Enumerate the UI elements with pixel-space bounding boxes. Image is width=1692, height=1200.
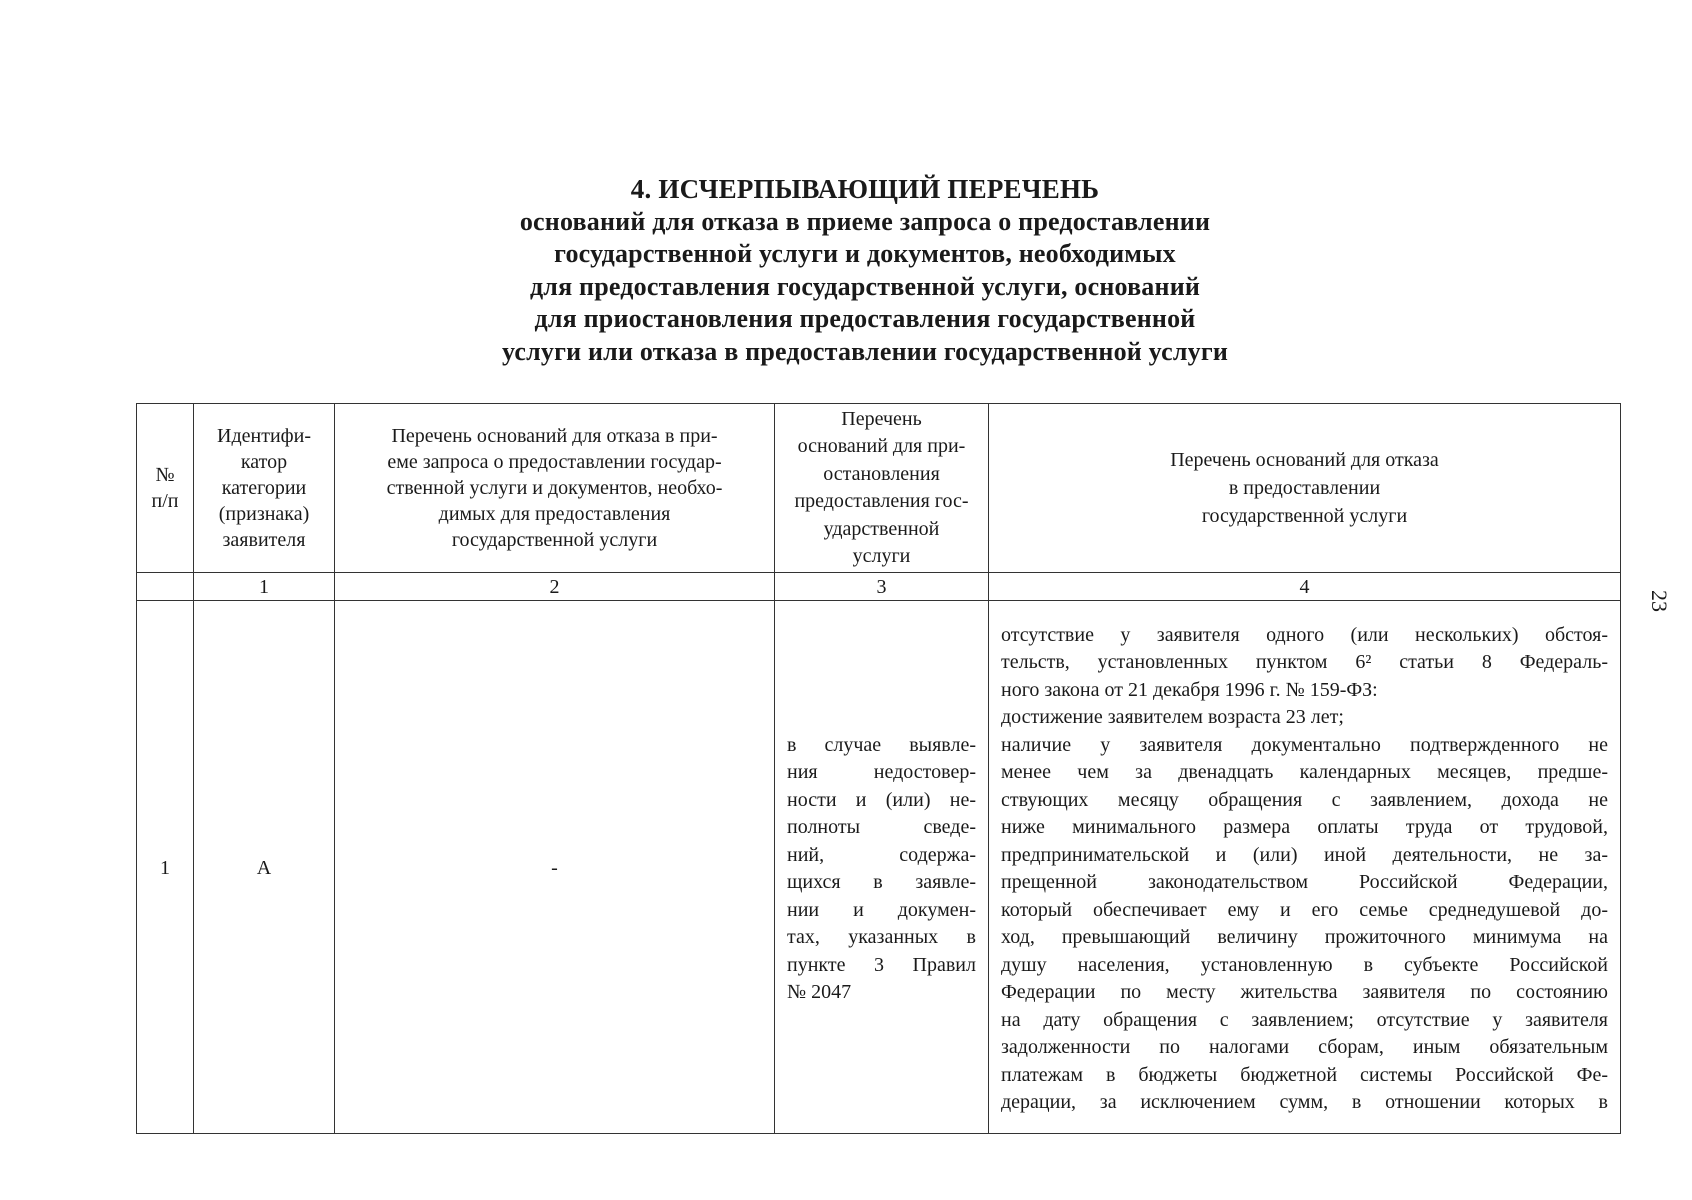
header-suspension-line: оснований для при- [797,435,966,457]
header-refusal-line: в предоставлении [1228,477,1381,499]
suspension-line: ности и (или) не- [787,788,976,811]
suspension-line: ния недостовер- [787,761,976,783]
header-refusal [989,404,1621,573]
refusal-line: на дату обращения с заявлением; отсутствие у заявителя [1001,1008,1608,1031]
refusal-line: достижение заявителем возраста 23 лет; [1001,706,1344,728]
column-number: 2 [335,573,775,601]
refusal-line: ного закона от 21 декабря 1996 г. № 159-ФЗ: [1001,678,1378,701]
header-suspension-line: услуги [852,545,911,567]
row-number: 1 [137,601,194,1134]
suspension-line: нии и докумен- [787,898,976,921]
row-refusal-accept: - [335,601,775,1134]
suspension-line: полноты сведе- [787,816,976,838]
grounds-table [136,403,1621,1134]
refusal-line: ствующих месяцу обращения с заявлением, дохода не [1001,788,1608,811]
section-subtitle-line-4: для приостановления предоставления государственной [534,304,1196,333]
refusal-line: душу населения, установленную в субъекте Российской [1001,953,1608,976]
row-suspension [775,601,989,1134]
header-refusal-accept-line: еме запроса о предоставлении государ- [387,451,722,473]
page-number: 23 [1647,590,1672,612]
refusal-line: отсутствие у заявителя одного (или нескольких) обстоя- [1001,623,1608,646]
header-suspension-line: остановления [823,462,940,485]
refusal-line: менее чем за двенадцать календарных месяцев, предше- [1001,761,1608,783]
suspension-line: тах, указанных в [787,926,976,948]
section-subtitle-line-3: для предоставления государственной услуги, оснований [529,271,1201,301]
header-identifier-line: Идентифи- [217,425,311,447]
refusal-line: Федерации по месту жительства заявителя по состоянию [1001,981,1608,1003]
header-identifier [194,404,335,573]
refusal-line: наличие у заявителя документально подтвержденного не [1001,733,1608,756]
section-heading [0,173,1692,368]
suspension-line: в случае выявле- [787,733,976,756]
row-refusal [989,601,1621,1134]
header-identifier-line: (признака) [218,503,310,525]
header-refusal-accept [335,404,775,573]
header-refusal-accept-line: димых для предоставления [438,503,671,525]
refusal-line: ход, превышающий величину прожиточного минимума на [1001,926,1608,948]
row-identifier: А [194,601,335,1134]
section-subtitle-line-5: услуги или отказа в предоставлении государственной услуги [501,336,1229,366]
column-number: 4 [989,573,1621,601]
table-row [137,601,1621,1134]
refusal-line: который обеспечивает ему и его семье среднедушевой до- [1001,898,1608,921]
refusal-line: дерации, за исключением сумм, в отношении которых в [1001,1091,1608,1113]
header-suspension [775,404,989,573]
header-refusal-accept-line: Перечень оснований для отказа в при- [391,425,718,447]
header-identifier-line: категории [221,477,307,499]
header-number-line: № [155,464,175,486]
section-title: 4. ИСЧЕРПЫВАЮЩИЙ ПЕРЕЧЕНЬ [630,174,1100,204]
column-number: 3 [775,573,989,601]
header-identifier-line: катор [240,451,288,473]
suspension-line: пункте 3 Правил [787,953,976,976]
header-number [137,404,194,573]
column-number [137,573,194,601]
section-subtitle-line-2: государственной услуги и документов, необходимых [554,239,1176,268]
refusal-line: задолженности по налогами сборам, иным обязательным [1001,1036,1608,1058]
header-refusal-line: государственной услуги [1201,505,1408,527]
column-number: 1 [194,573,335,601]
table-header-row [137,404,1621,573]
suspension-line: щихся в заявле- [787,871,976,893]
column-number-row [137,573,1621,601]
header-refusal-accept-line: ственной услуги и документов, необхо- [386,477,723,499]
refusal-line: ниже минимального размера оплаты труда от трудовой, [1001,816,1608,838]
header-refusal-accept-line: государственной услуги [451,529,658,551]
refusal-line: предпринимательской и (или) иной деятельности, не за- [1001,843,1608,866]
header-suspension-line: Перечень [841,407,922,430]
refusal-line: прещенной законодательством Российской Федерации, [1001,871,1608,893]
refusal-line: платежам в бюджеты бюджетной системы Российской Фе- [1001,1063,1608,1086]
refusal-line: тельств, установленных пунктом 6² статьи 8 Федераль- [1001,651,1608,673]
section-subtitle-line-1: оснований для отказа в приеме запроса о предоставлении [519,206,1211,236]
header-refusal-line: Перечень оснований для отказа [1170,449,1439,471]
suspension-line: № 2047 [787,981,852,1003]
suspension-line: ний, содержа- [787,843,976,866]
header-suspension-line: предоставления гос- [794,490,969,512]
header-number-line: п/п [151,490,179,512]
header-identifier-line: заявителя [222,529,306,551]
header-suspension-line: ударственной [823,517,940,540]
